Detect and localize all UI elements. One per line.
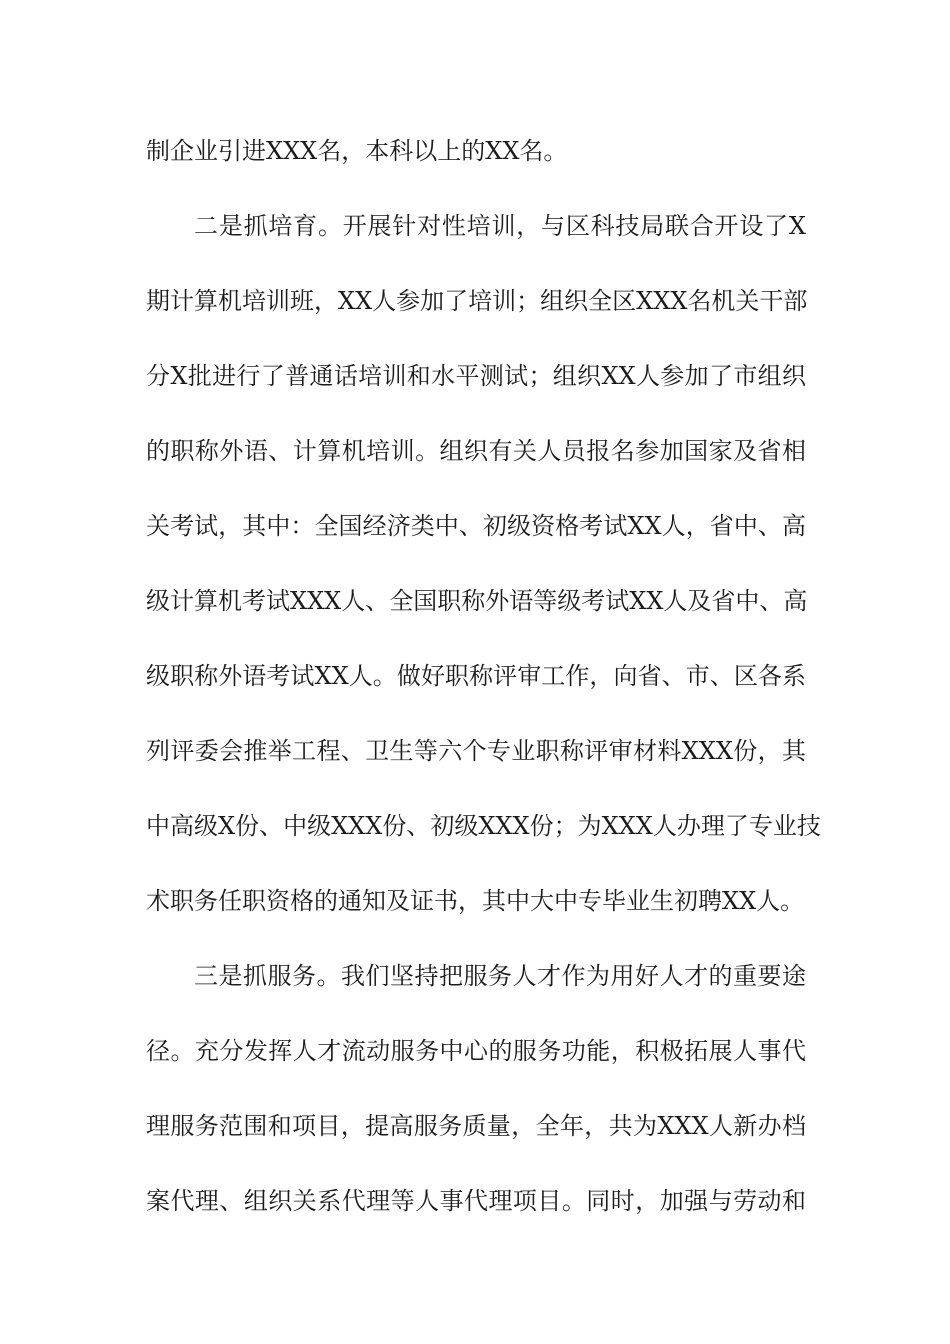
text-line-12: 三是抓服务。我们坚持把服务人才作为用好人才的重要途 xyxy=(194,962,806,990)
text-line-15: 案代理、组织关系代理等人事代理项目。同时，加强与劳动和 xyxy=(146,1187,806,1215)
text-line-2: 二是抓培育。开展针对性培训，与区科技局联合开设了X xyxy=(194,212,806,240)
text-line-13: 径。充分发挥人才流动服务中心的服务功能，积极拓展人事代 xyxy=(146,1037,806,1065)
text-line-4: 分X批进行了普通话培训和水平测试；组织XX人参加了市组织 xyxy=(146,362,806,390)
text-line-3: 期计算机培训班，XX人参加了培训；组织全区XXX名机关干部 xyxy=(146,287,808,315)
text-line-10: 中高级X份、中级XXX份、初级XXX份；为XXX人办理了专业技 xyxy=(146,812,821,840)
text-line-1: 制企业引进XXX名，本科以上的XX名。 xyxy=(146,137,568,165)
text-line-6: 关考试，其中：全国经济类中、初级资格考试XX人，省中、高 xyxy=(146,512,806,540)
text-line-7: 级计算机考试XXX人、全国职称外语等级考试XX人及省中、高 xyxy=(146,587,808,615)
text-line-8: 级职称外语考试XX人。做好职称评审工作，向省、市、区各系 xyxy=(146,662,806,690)
text-line-9: 列评委会推举工程、卫生等六个专业职称评审材料XXX份，其 xyxy=(146,737,806,765)
text-line-14: 理服务范围和项目，提高服务质量，全年，共为XXX人新办档 xyxy=(146,1112,806,1140)
text-line-5: 的职称外语、计算机培训。组织有关人员报名参加国家及省相 xyxy=(146,437,806,465)
text-line-11: 术职务任职资格的通知及证书，其中大中专毕业生初聘XX人。 xyxy=(146,887,805,915)
